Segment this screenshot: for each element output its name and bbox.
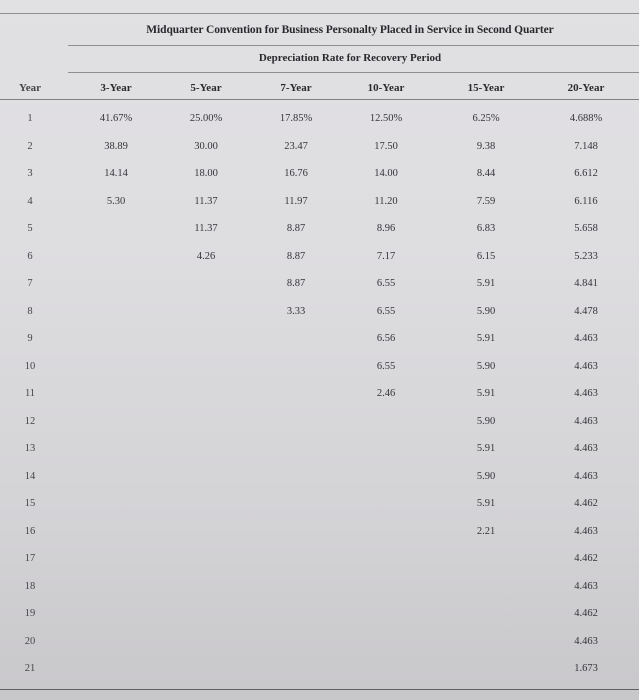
rate-cell-15-year: 5.91 [476,388,496,399]
table-subtitle: Depreciation Rate for Recovery Period [258,52,442,64]
top-rule [0,13,639,14]
rate-cell-20-year: 4.463 [574,416,598,427]
row-year-label: 11 [24,388,36,399]
row-year-label: 3 [27,168,33,179]
rate-cell-20-year: 4.462 [574,553,598,564]
rate-cell-20-year: 4.463 [574,388,598,399]
rate-cell-20-year: 7.148 [574,141,598,152]
rate-cell-20-year: 5.233 [574,251,598,262]
rate-cell-7-year: 8.87 [286,278,306,289]
rate-cell-20-year: 4.463 [574,526,598,537]
rate-cell-7-year: 23.47 [284,141,308,152]
rate-cell-5-year: 11.37 [194,223,218,234]
row-year-label: 1 [27,113,33,124]
rate-cell-3-year: 5.30 [106,196,126,207]
rate-cell-20-year: 5.658 [574,223,598,234]
rate-cell-15-year: 5.91 [476,443,496,454]
column-header-10-year: 10-Year [367,82,405,94]
rate-cell-10-year: 2.46 [376,388,396,399]
rate-cell-15-year: 5.91 [476,498,496,509]
rate-cell-15-year: 5.91 [476,278,496,289]
rate-cell-10-year: 6.55 [376,306,396,317]
rate-cell-15-year: 2.21 [476,526,496,537]
rate-cell-5-year: 25.00% [189,113,223,124]
rate-cell-7-year: 16.76 [284,168,308,179]
rate-cell-10-year: 14.00 [374,168,398,179]
rate-cell-7-year: 8.87 [286,223,306,234]
rate-cell-20-year: 4.463 [574,333,598,344]
rate-cell-15-year: 5.90 [476,361,496,372]
subtitle-rule [68,72,639,73]
row-year-label: 8 [27,306,33,317]
rate-cell-20-year: 4.478 [574,306,598,317]
column-header-7-year: 7-Year [280,82,312,94]
rate-cell-20-year: 4.463 [574,471,598,482]
rate-cell-5-year: 30.00 [194,141,218,152]
row-year-label: 17 [24,553,36,564]
rate-cell-15-year: 7.59 [476,196,496,207]
row-year-label: 18 [24,581,36,592]
rate-cell-7-year: 3.33 [286,306,306,317]
rate-cell-20-year: 4.463 [574,443,598,454]
rate-cell-20-year: 4.463 [574,361,598,372]
table-title: Midquarter Convention for Business Personalty Placed in Service in Second Quarter [146,24,554,36]
row-year-label: 21 [24,663,36,674]
rate-cell-15-year: 5.90 [476,306,496,317]
rate-cell-10-year: 6.55 [376,361,396,372]
row-year-label: 16 [24,526,36,537]
row-year-label: 7 [27,278,33,289]
rate-cell-3-year: 14.14 [104,168,128,179]
rate-cell-15-year: 6.83 [476,223,496,234]
rate-cell-20-year: 4.462 [574,498,598,509]
rate-cell-20-year: 4.463 [574,636,598,647]
rate-cell-15-year: 6.25% [472,113,500,124]
row-year-label: 13 [24,443,36,454]
row-year-label: 15 [24,498,36,509]
rate-cell-10-year: 7.17 [376,251,396,262]
bottom-rule [0,689,639,690]
rate-cell-20-year: 4.462 [574,608,598,619]
rate-cell-10-year: 12.50% [369,113,403,124]
row-year-label: 20 [24,636,36,647]
rate-cell-10-year: 8.96 [376,223,396,234]
rate-cell-10-year: 11.20 [374,196,398,207]
rate-cell-3-year: 38.89 [104,141,128,152]
row-year-label: 4 [27,196,33,207]
rate-cell-7-year: 11.97 [284,196,308,207]
column-header-year: Year [19,82,41,94]
row-year-label: 2 [27,141,33,152]
rate-cell-15-year: 6.15 [476,251,496,262]
row-year-label: 6 [27,251,33,262]
header-rule [0,99,639,100]
rate-cell-20-year: 4.688% [569,113,603,124]
rate-cell-20-year: 4.463 [574,581,598,592]
rate-cell-5-year: 4.26 [196,251,216,262]
row-year-label: 19 [24,608,36,619]
rate-cell-5-year: 18.00 [194,168,218,179]
rate-cell-15-year: 5.90 [476,416,496,427]
rate-cell-10-year: 6.56 [376,333,396,344]
rate-cell-15-year: 5.90 [476,471,496,482]
title-rule [68,45,639,46]
rate-cell-15-year: 8.44 [476,168,496,179]
rate-cell-15-year: 5.91 [476,333,496,344]
column-header-15-year: 15-Year [467,82,505,94]
row-year-label: 14 [24,471,36,482]
row-year-label: 12 [24,416,36,427]
row-year-label: 10 [24,361,36,372]
rate-cell-20-year: 6.612 [574,168,598,179]
column-header-20-year: 20-Year [567,82,605,94]
rate-cell-15-year: 9.38 [476,141,496,152]
rate-cell-10-year: 6.55 [376,278,396,289]
row-year-label: 5 [27,223,33,234]
column-header-3-year: 3-Year [100,82,132,94]
rate-cell-20-year: 4.841 [574,278,598,289]
rate-cell-7-year: 8.87 [286,251,306,262]
row-year-label: 9 [27,333,33,344]
rate-cell-7-year: 17.85% [279,113,313,124]
rate-cell-20-year: 6.116 [574,196,598,207]
rate-cell-3-year: 41.67% [99,113,133,124]
rate-cell-10-year: 17.50 [374,141,398,152]
column-header-5-year: 5-Year [190,82,222,94]
rate-cell-20-year: 1.673 [574,663,598,674]
rate-cell-5-year: 11.37 [194,196,218,207]
